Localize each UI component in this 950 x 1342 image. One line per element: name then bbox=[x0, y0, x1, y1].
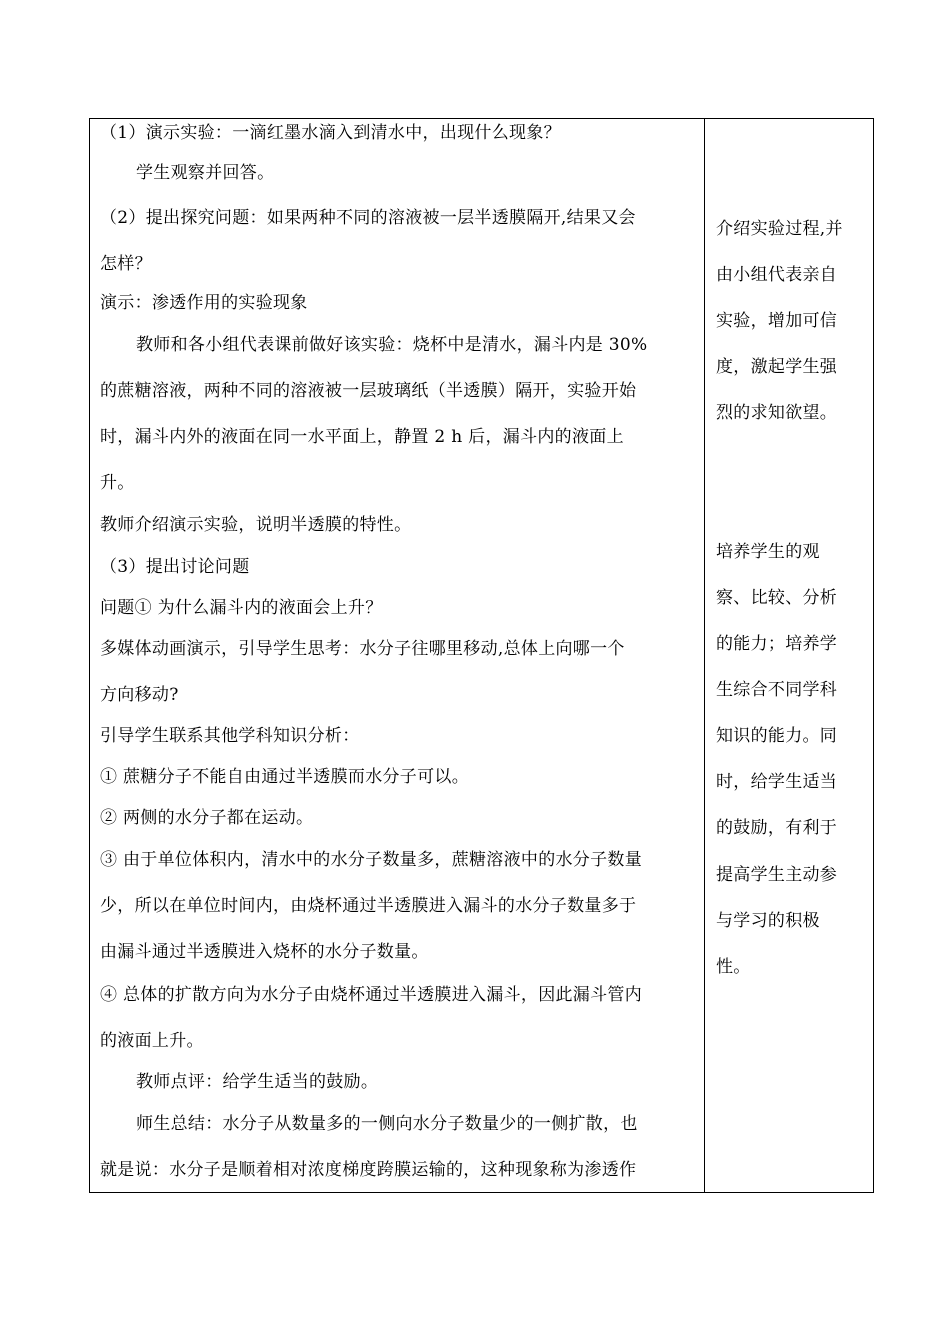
main-line-19: 少，所以在单位时间内，由烧杯通过半透膜进入漏斗的水分子数量多于 bbox=[100, 896, 637, 916]
main-line-4: 怎样？ bbox=[100, 254, 152, 274]
side-note-2-line-5: 知识的能力。同 bbox=[716, 726, 838, 746]
main-line-21: ④ 总体的扩散方向为水分子由烧杯通过半透膜进入漏斗，因此漏斗管内 bbox=[100, 985, 643, 1005]
main-line-16: ① 蔗糖分子不能自由通过半透膜而水分子可以。 bbox=[100, 767, 470, 787]
side-note-2-line-10: 性。 bbox=[716, 957, 751, 977]
side-note-1-line-5: 烈的求知欲望。 bbox=[716, 403, 838, 423]
main-line-22: 的液面上升。 bbox=[100, 1031, 204, 1051]
main-line-1: （1）演示实验：一滴红墨水滴入到清水中，出现什么现象？ bbox=[100, 123, 561, 143]
main-line-25: 就是说：水分子是顺着相对浓度梯度跨膜运输的，这种现象称为渗透作 bbox=[100, 1160, 637, 1180]
main-line-8: 时，漏斗内外的液面在同一水平面上，静置 2 h 后，漏斗内的液面上 bbox=[100, 427, 624, 447]
main-line-23: 教师点评：给学生适当的鼓励。 bbox=[136, 1072, 379, 1092]
main-line-13: 多媒体动画演示，引导学生思考：水分子往哪里移动,总体上向哪一个 bbox=[100, 639, 625, 659]
main-line-9: 升。 bbox=[100, 473, 135, 493]
main-line-15: 引导学生联系其他学科知识分析： bbox=[100, 726, 360, 746]
main-line-12: 问题① 为什么漏斗内的液面会上升？ bbox=[100, 598, 383, 618]
side-note-2-line-1: 培养学生的观 bbox=[716, 542, 820, 562]
side-note-1-line-2: 由小组代表亲自 bbox=[716, 265, 838, 285]
side-note-1-line-3: 实验，增加可信 bbox=[716, 311, 838, 331]
main-line-3: （2）提出探究问题：如果两种不同的溶液被一层半透膜隔开,结果又会 bbox=[100, 208, 636, 228]
main-line-7: 的蔗糖溶液，两种不同的溶液被一层玻璃纸（半透膜）隔开，实验开始 bbox=[100, 381, 637, 401]
main-line-10: 教师介绍演示实验，说明半透膜的特性。 bbox=[100, 515, 412, 535]
side-note-2-line-9: 与学习的积极 bbox=[716, 911, 820, 931]
side-note-1-line-4: 度，激起学生强 bbox=[716, 357, 838, 377]
side-note-2-line-4: 生综合不同学科 bbox=[716, 680, 838, 700]
main-line-11: （3）提出讨论问题 bbox=[100, 557, 250, 577]
column-divider bbox=[704, 118, 705, 1193]
main-line-24: 师生总结：水分子从数量多的一侧向水分子数量少的一侧扩散，也 bbox=[136, 1114, 638, 1134]
side-note-2-line-8: 提高学生主动参 bbox=[716, 865, 838, 885]
side-note-2-line-2: 察、比较、分析 bbox=[716, 588, 838, 608]
side-note-2-line-6: 时，给学生适当 bbox=[716, 772, 838, 792]
main-line-14: 方向移动? bbox=[100, 685, 179, 705]
main-line-6: 教师和各小组代表课前做好该实验：烧杯中是清水，漏斗内是 30% bbox=[136, 335, 648, 355]
main-line-18: ③ 由于单位体积内，清水中的水分子数量多，蔗糖溶液中的水分子数量 bbox=[100, 850, 643, 870]
main-line-5: 演示：渗透作用的实验现象 bbox=[100, 293, 308, 313]
side-note-1-line-1: 介绍实验过程,并 bbox=[716, 219, 843, 239]
side-note-2-line-3: 的能力；培养学 bbox=[716, 634, 838, 654]
main-line-20: 由漏斗通过半透膜进入烧杯的水分子数量。 bbox=[100, 942, 429, 962]
main-line-17: ② 两侧的水分子都在运动。 bbox=[100, 808, 314, 828]
main-line-2: 学生观察并回答。 bbox=[136, 163, 275, 183]
side-note-2-line-7: 的鼓励，有利于 bbox=[716, 818, 838, 838]
